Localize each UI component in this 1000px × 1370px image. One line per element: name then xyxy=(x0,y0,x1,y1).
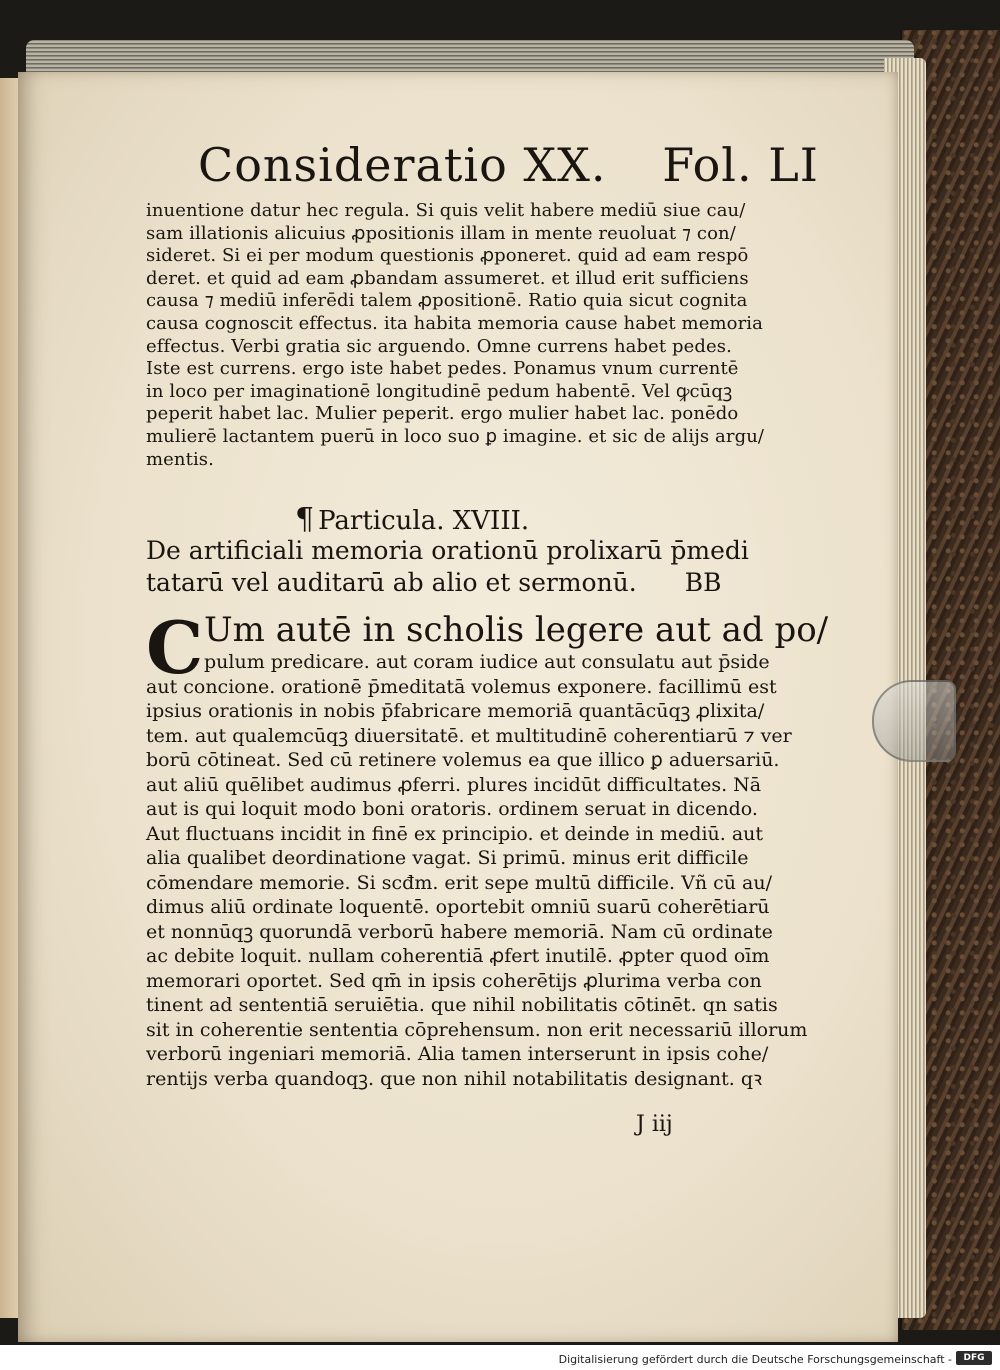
text-line: aut concione. orationē p̄meditatā volemus exponere. facillimū est xyxy=(146,675,777,698)
text-line: et nonnūqꝫ quorundā verborū habere memoriā. Nam cū ordinate xyxy=(146,920,773,943)
text-line: tinent ad sententiā seruiētia. que nihil nobilitatis cōtinēt. qn satis xyxy=(146,994,778,1016)
glass-page-weight xyxy=(872,680,956,762)
text-line: dimus aliū ordinate loquentē. oportebit omniū suarū coherētiarū xyxy=(146,896,770,918)
text-line: tem. aut qualemcūqꝫ diuersitatē. et multitudinē coherentiarū ⁊ ver xyxy=(146,724,792,747)
heading-line xyxy=(146,567,786,599)
text-line: peperit habet lac. Mulier peperit. ergo mulier habet lac. ponēdo xyxy=(146,403,739,425)
text-line: sideret. Si ei per modum questionis ꝓponeret. quid ad eam respō xyxy=(146,245,749,267)
text-line: verborū ingeniari memoriā. Alia tamen interserunt in ipsis cohe/ xyxy=(146,1043,769,1065)
section-heading xyxy=(146,535,786,599)
pilcrow-icon: ¶ xyxy=(295,502,315,537)
text-line: causa cognoscit effectus. ita habita memoria cause habet memoria xyxy=(146,312,763,334)
text-line: aut is qui loquit modo boni oratoris. ordinem seruat in dicendo. xyxy=(146,798,758,820)
decorated-initial: C xyxy=(146,605,204,690)
text-line: ipsius orationis in nobis p̄fabricare memoriā quantācūqꝫ ꝓlixita/ xyxy=(146,700,765,722)
folio-number: Fol. LI xyxy=(662,138,819,192)
text-line: memorari oportet. Sed qm̄ in ipsis coherētijs ꝓlurima verba con xyxy=(146,969,762,992)
heading-line-text: tatarū vel auditarū ab alio et sermonū. xyxy=(146,568,637,597)
text-line: pulum predicare. aut coram iudice aut consulatu aut p̄side xyxy=(204,651,770,673)
text-line: rentijs verba quandoqꝫ. que non nihil notabilitatis designant. qꝛ xyxy=(146,1067,763,1090)
running-head-title: Consideratio XX. xyxy=(198,138,607,192)
text-line: in loco per imaginationē longitudinē pedum habentē. Vel ꝙcūqꝫ xyxy=(146,380,733,402)
text-line: alia qualibet deordinatione vagat. Si primū. minus erit difficile xyxy=(146,847,749,869)
body-first-line: Um autē in scholis legere aut ad po/ xyxy=(204,610,829,650)
body-paragraph xyxy=(146,605,829,1091)
text-line: mulierē lactantem puerū in loco suo ꝑ imagine. et sic de alijs argu/ xyxy=(146,425,765,447)
heading-line: De artificiali memoria orationū prolixarū p̄medi xyxy=(146,536,749,565)
funding-credit: Digitalisierung gefördert durch die Deutsche Forschungsgemeinschaft - xyxy=(558,1353,952,1366)
text-line: aut aliū quēlibet audimus ꝓferri. plures incidūt difficultates. Nā xyxy=(146,773,762,796)
text-line: mentis. xyxy=(146,448,214,470)
text-line: causa ⁊ mediū inferēdi talem ꝓpositionē. Ratio quia sicut cognita xyxy=(146,290,748,312)
text-line: effectus. Verbi gratia sic arguendo. Omne currens habet pedes. xyxy=(146,335,732,357)
text-line: sam illationis alicuius ꝓpositionis illam in mente reuoluat ⁊ con/ xyxy=(146,222,736,244)
running-head xyxy=(198,138,819,192)
text-line: Aut fluctuans incidit in finē ex principio. et deinde in mediū. aut xyxy=(146,822,764,845)
text-line: borū cōtineat. Sed cū retinere volemus ea que illico ꝑ aduersariū. xyxy=(146,749,780,771)
text-line: sit in coherentie sententia cōprehensum. non erit necessariū illorum xyxy=(146,1018,808,1041)
gathering-signature: J iij xyxy=(636,1112,673,1137)
section-title xyxy=(295,502,595,537)
footer-bar xyxy=(0,1345,1000,1370)
text-line: inuentione datur hec regula. Si quis velit habere mediū siue cau/ xyxy=(146,200,746,221)
text-line: ac debite loquit. nullam coherentiā ꝓfert inutilē. ꝓpter quod oīm xyxy=(146,945,770,967)
text-line: deret. et quid ad eam ꝓbandam assumeret. et illud erit sufficiens xyxy=(146,267,749,289)
signature-letters: BB xyxy=(684,568,722,597)
text-line: cōmendare memorie. Si scđm. erit sepe multū difficile. Vñ cū au/ xyxy=(146,871,772,894)
top-paragraph xyxy=(146,200,776,471)
body-lines xyxy=(146,650,808,1091)
section-title-text: Particula. XVIII. xyxy=(318,506,530,536)
text-line: Iste est currens. ergo iste habet pedes. Ponamus vnum currentē xyxy=(146,358,739,380)
dfg-logo: DFG xyxy=(956,1351,992,1365)
